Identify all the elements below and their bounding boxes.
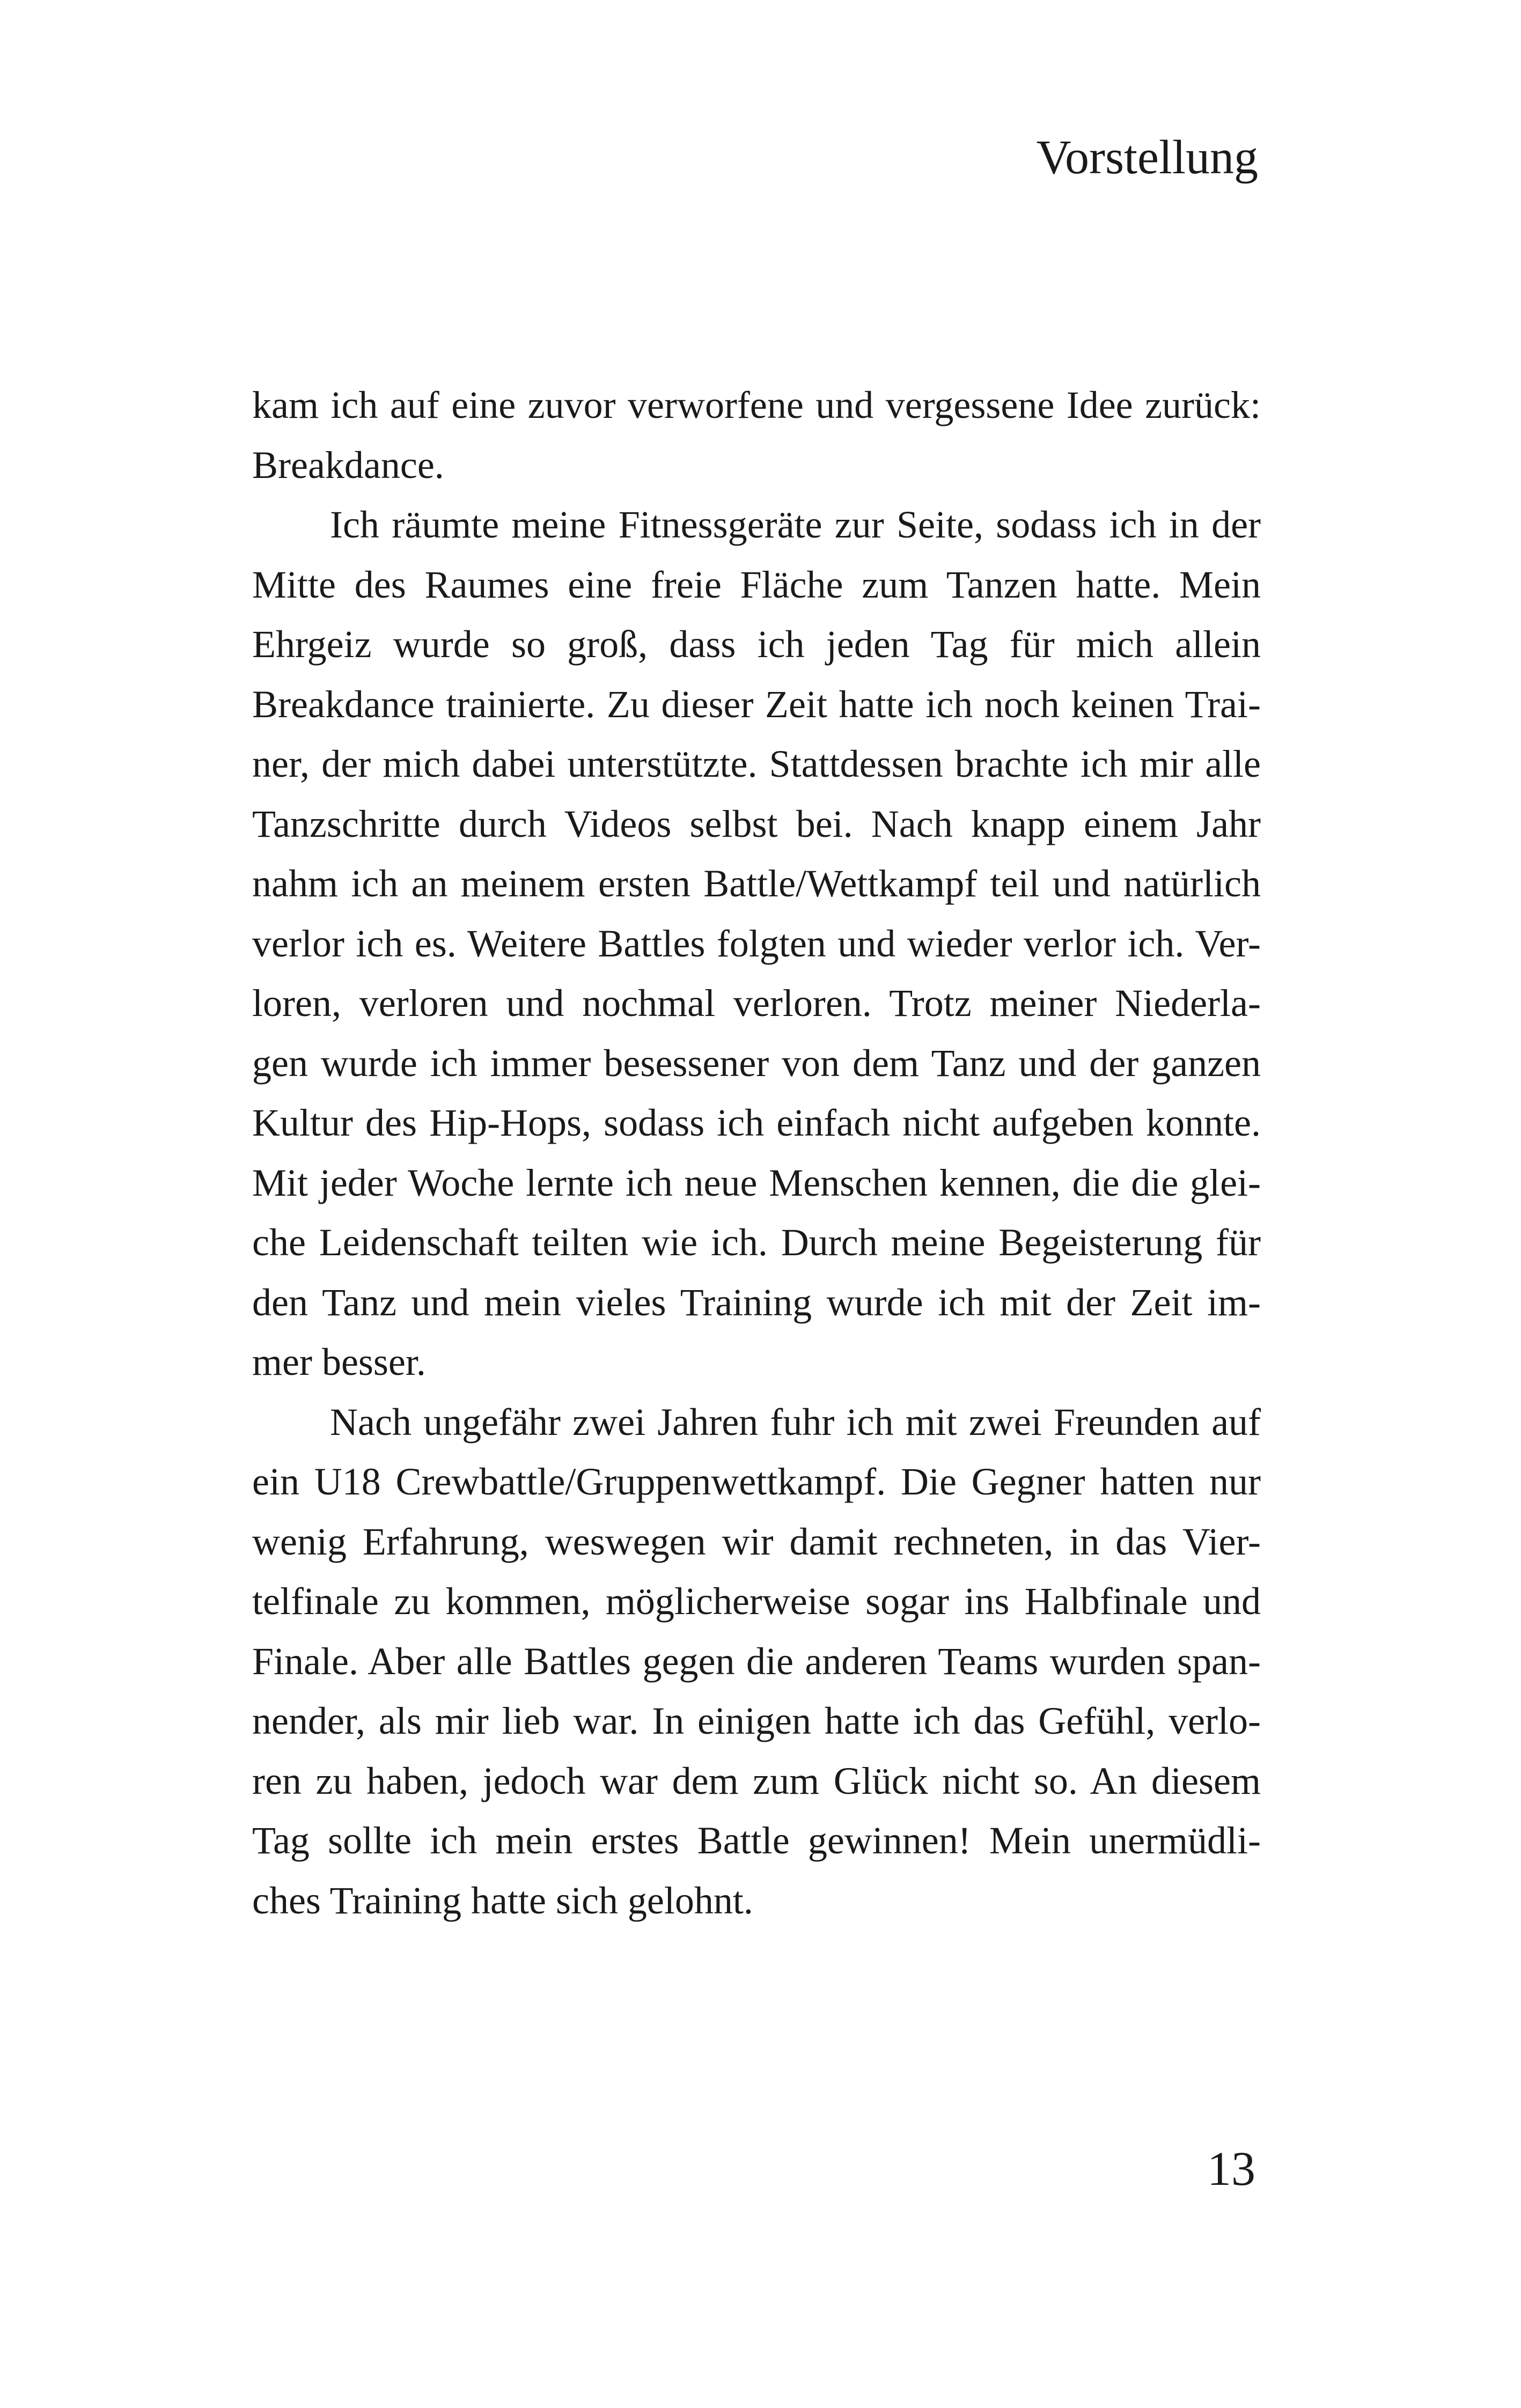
text-line: Breakdance. xyxy=(252,443,444,487)
text-line: Ehrgeiz wurde so groß, dass ich jeden Tag für mich allein xyxy=(252,623,1261,666)
text-line: loren, verloren und nochmal verloren. Trotz meiner Niederla- xyxy=(252,982,1261,1025)
text-line: che Leidenschaft teilten wie ich. Durch meine Begeisterung für xyxy=(252,1221,1261,1264)
text-line: Tag sollte ich mein erstes Battle gewinnen! Mein unermüdli- xyxy=(252,1819,1261,1862)
text-line: telfinale zu kommen, möglicherweise sogar ins Halbfinale und xyxy=(252,1580,1261,1623)
text-line: ner, der mich dabei unterstützte. Stattdessen brachte ich mir alle xyxy=(252,742,1261,785)
text-line: Finale. Aber alle Battles gegen die anderen Teams wurden span- xyxy=(252,1639,1261,1683)
text-line: gen wurde ich immer besessener von dem Tanz und der ganzen xyxy=(252,1041,1261,1085)
running-header: Vorstellung xyxy=(1036,131,1258,184)
text-line: wenig Erfahrung, weswegen wir damit rechneten, in das Vier- xyxy=(252,1520,1261,1563)
text-line: Tanzschritte durch Videos selbst bei. Nach knapp einem Jahr xyxy=(252,802,1261,845)
text-line: verlor ich es. Weitere Battles folgten und wieder verlor ich. Ver- xyxy=(252,922,1261,965)
paragraph-first-line: Ich räumte meine Fitnessgeräte zur Seite, sodass ich in der xyxy=(330,503,1261,546)
text-line: mer besser. xyxy=(252,1341,426,1383)
page-number: 13 xyxy=(1207,2142,1255,2196)
text-line: ren zu haben, jedoch war dem zum Glück nicht so. An diesem xyxy=(252,1759,1261,1802)
text-line: Mitte des Raumes eine freie Fläche zum Tanzen hatte. Mein xyxy=(252,563,1261,606)
text-line: den Tanz und mein vieles Training wurde ich mit der Zeit im- xyxy=(252,1280,1261,1324)
text-line: Breakdance trainierte. Zu dieser Zeit hatte ich noch keinen Trai- xyxy=(252,682,1261,726)
text-line: ein U18 Crewbattle/Gruppenwettkampf. Die Gegner hatten nur xyxy=(252,1460,1261,1503)
body-text xyxy=(252,375,1261,1931)
text-line: kam ich auf eine zuvor verworfene und vergessene Idee zurück: xyxy=(252,384,1261,426)
paragraph-first-line: Nach ungefähr zwei Jahren fuhr ich mit zwei Freunden auf xyxy=(330,1400,1261,1444)
text-line: Kultur des Hip-Hops, sodass ich einfach nicht aufgeben konnte. xyxy=(252,1101,1261,1144)
text-line: Mit jeder Woche lernte ich neue Menschen kennen, die die glei- xyxy=(252,1161,1261,1204)
text-line: ches Training hatte sich gelohnt. xyxy=(252,1879,753,1922)
text-line: nahm ich an meinem ersten Battle/Wettkampf teil und natürlich xyxy=(252,862,1261,905)
text-line: nender, als mir lieb war. In einigen hatte ich das Gefühl, verlo- xyxy=(252,1699,1261,1742)
